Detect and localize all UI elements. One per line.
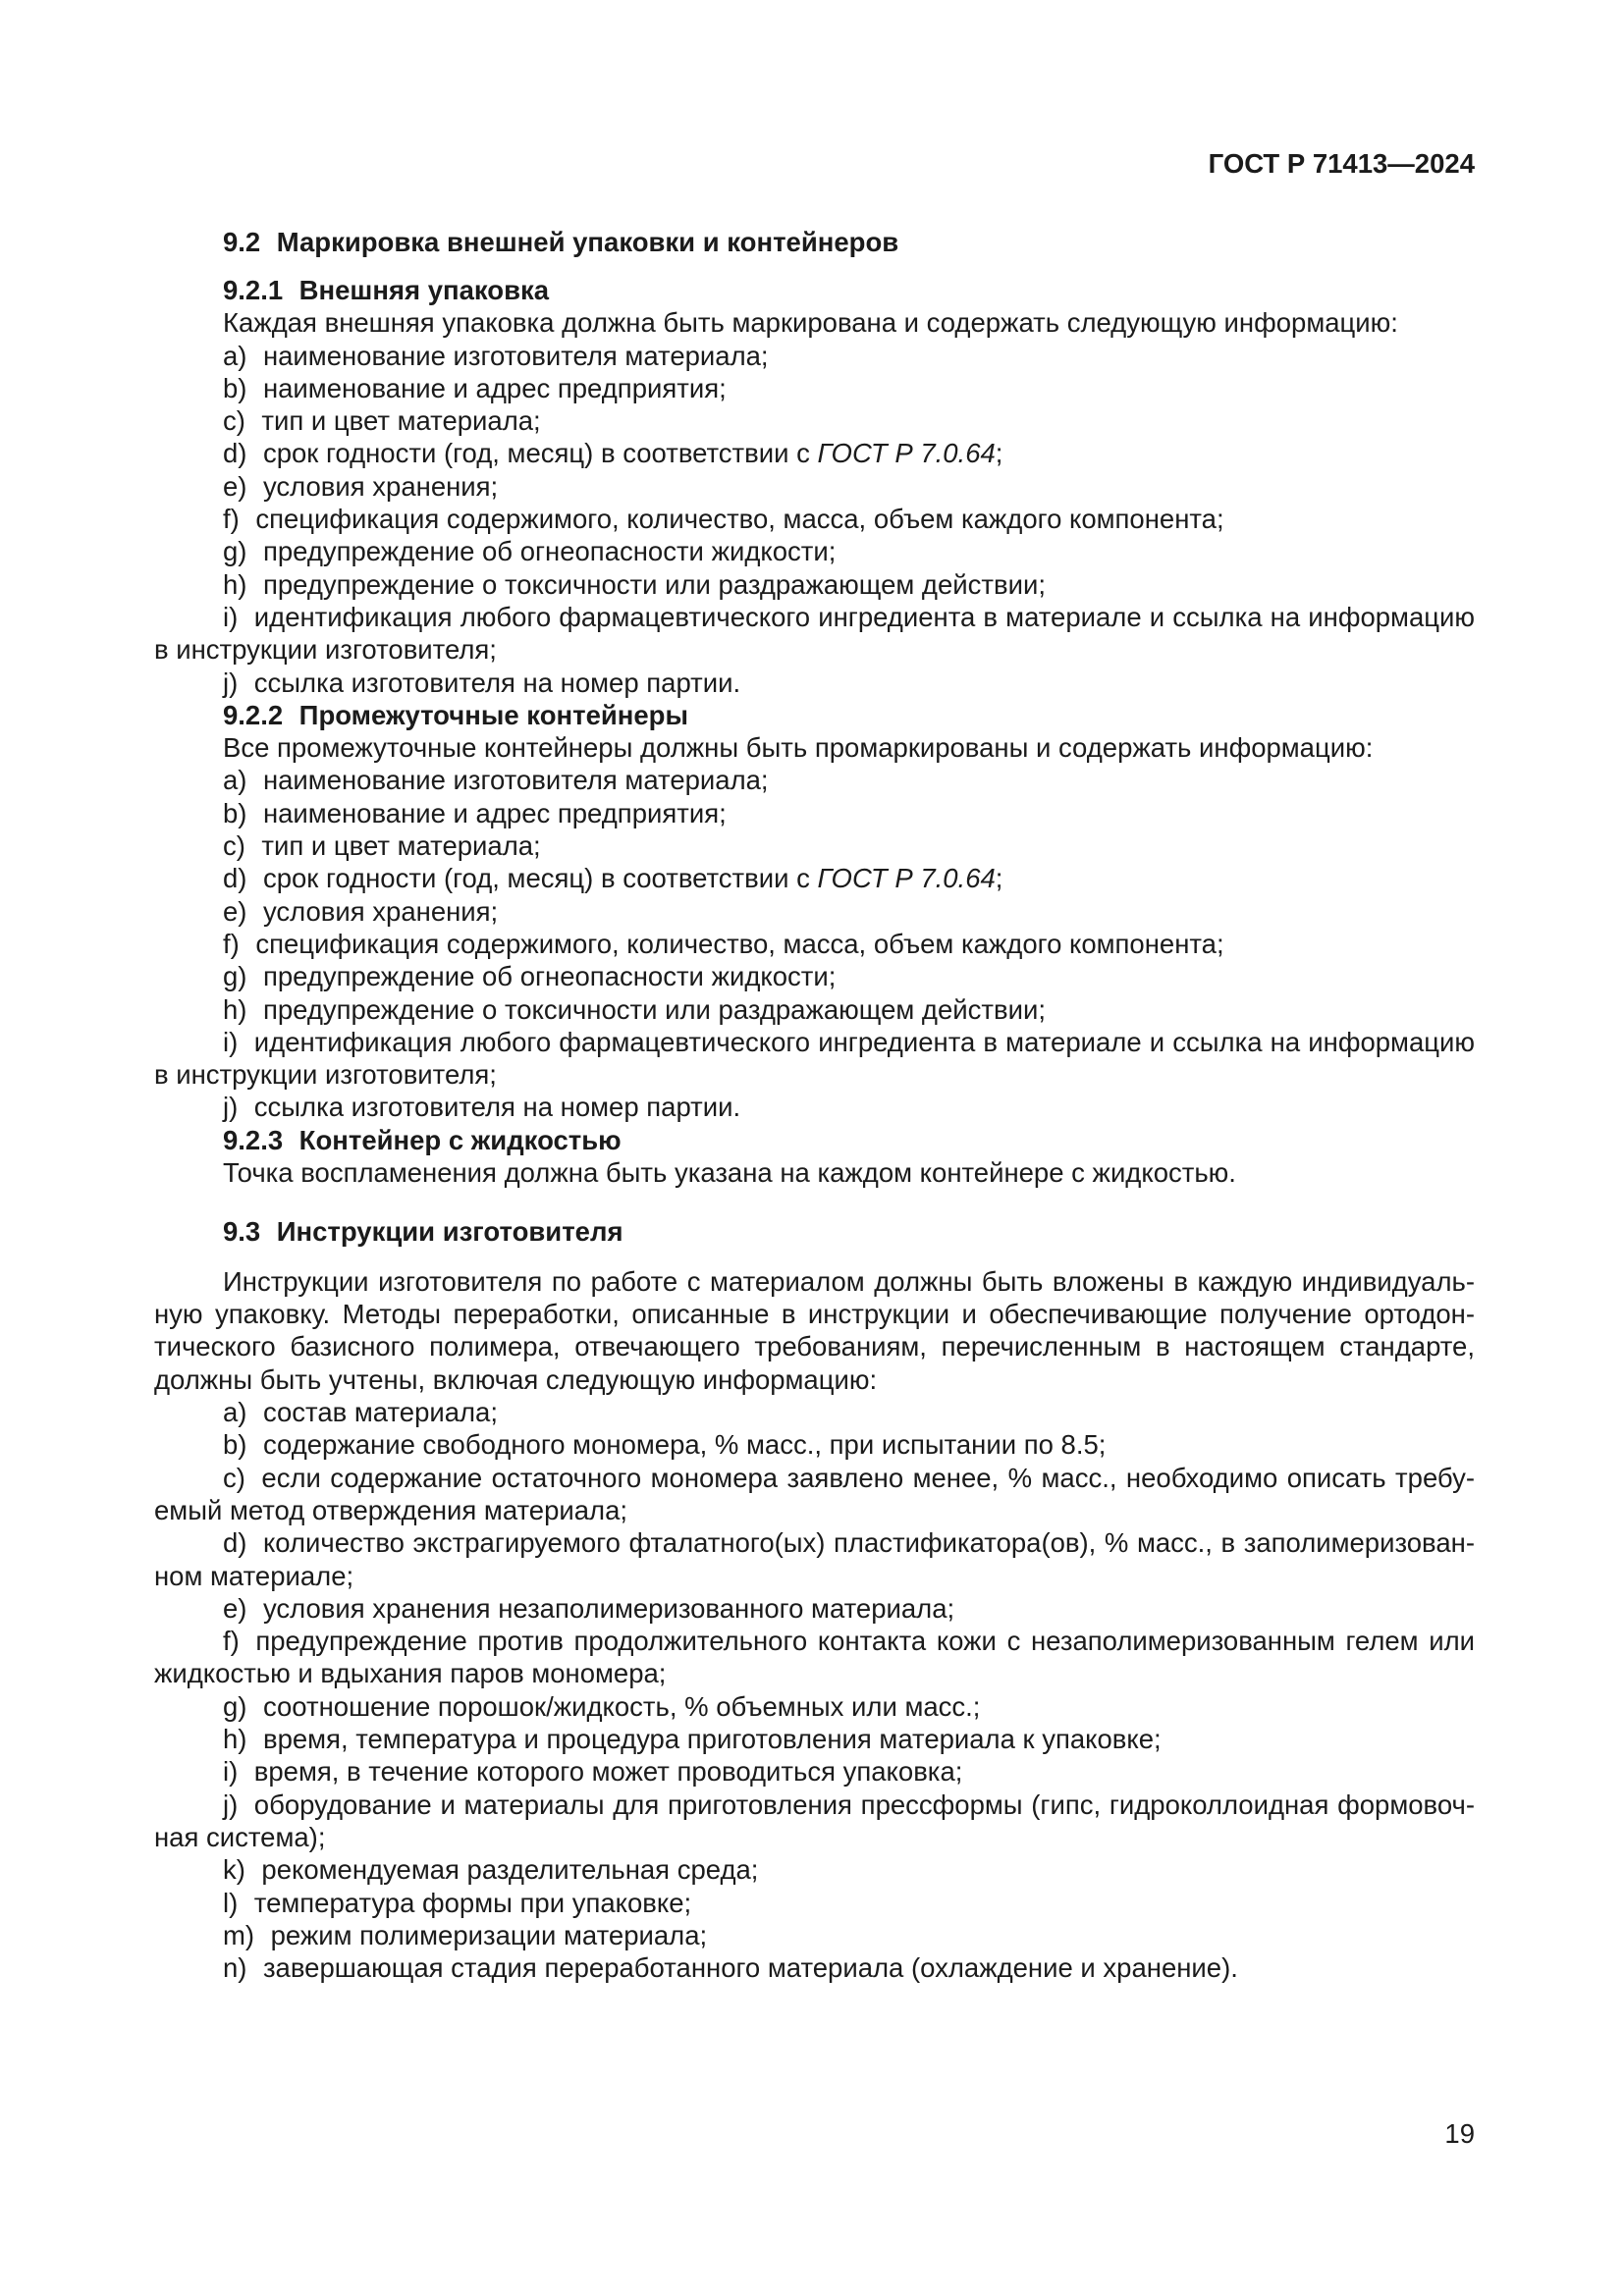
list-item-marker: d) — [223, 1527, 247, 1559]
list-item-marker: f) — [223, 1626, 240, 1657]
subsection-number: 9.2.2 — [223, 699, 284, 730]
list-item — [154, 1690, 1475, 1723]
subsection-heading — [154, 699, 1475, 731]
list-item-text: спецификация содержимого, количество, масса, объем каждого компонента; — [255, 504, 1224, 535]
section-number: 9.2 — [223, 227, 261, 257]
section-title: Маркировка внешней упаковки и контейнеров — [276, 227, 899, 257]
list-item-marker: l) — [223, 1887, 239, 1918]
list-item-text: срок годности (год, месяц) в соответствии с — [262, 863, 810, 894]
subsection-heading — [154, 1124, 1475, 1156]
subsection-title: Внешняя упаковка — [298, 274, 550, 305]
list-item-continuation: в инструкции изготовителя; — [154, 634, 497, 666]
subsection-number: 9.2.3 — [223, 1124, 284, 1155]
list-item-continuation: ном материале; — [154, 1560, 354, 1591]
list-item — [154, 797, 1475, 829]
intro-text: Каждая внешняя упаковка должна быть маркирована и содержать следующую информацию: — [223, 307, 1398, 339]
list-item-text: предупреждение против продолжительного контакта кожи с незаполимеризованным гелем или — [255, 1626, 1475, 1657]
list-item-marker: m) — [223, 1919, 255, 1950]
list-item-text: ссылка изготовителя на номер партии. — [253, 1092, 741, 1123]
list-item-marker: e) — [223, 895, 247, 927]
list-item — [154, 1625, 1475, 1657]
list-item-text: тип и цвет материала; — [261, 830, 541, 862]
list-item — [154, 764, 1475, 796]
standard-reference: ГОСТ Р 7.0.64 — [817, 863, 996, 894]
list-item — [154, 1853, 1475, 1886]
list-item-text: оборудование и материалы для приготовления прессформы (гипс, гидроколлоидная формовоч- — [253, 1789, 1475, 1820]
list-item-marker: g) — [223, 961, 247, 992]
list-item-marker: g) — [223, 536, 247, 567]
list-item — [154, 1396, 1475, 1428]
list-item — [154, 928, 1475, 960]
section-title: Инструкции изготовителя — [276, 1215, 623, 1247]
intro-text: Все промежуточные контейнеры должны быть промаркированы и содержать информацию: — [223, 732, 1374, 764]
list-item-text: состав материала; — [262, 1397, 498, 1428]
list-item — [154, 895, 1475, 928]
page-number: 19 — [1444, 2118, 1475, 2149]
subsection-title: Промежуточные контейнеры — [298, 699, 688, 730]
list-item-text: идентификация любого фармацевтического ингредиента в материале и ссылка на информацию — [253, 1026, 1475, 1057]
section-heading — [154, 226, 1475, 258]
paragraph-line: Инструкции изготовителя по работе с материалом должны быть вложены в каждую индивидуаль- — [223, 1265, 1475, 1297]
list-item — [154, 1592, 1475, 1625]
body-text: Точка воспламенения должна быть указана на каждом контейнере с жидкостью. — [223, 1157, 1236, 1188]
list-item — [154, 1919, 1475, 1951]
list-item-text: время, температура и процедура приготовления материала к упаковке; — [262, 1724, 1162, 1755]
list-item-marker: c) — [223, 830, 245, 862]
list-item — [154, 1462, 1475, 1494]
list-item-text: время, в течение которого может проводиться упаковка; — [253, 1756, 963, 1788]
list-item-marker: a) — [223, 1397, 247, 1428]
list-item-marker: a) — [223, 340, 247, 371]
list-item-marker: n) — [223, 1952, 247, 1984]
list-item — [154, 1526, 1475, 1559]
list-item — [154, 470, 1475, 503]
list-item-marker: i) — [223, 1756, 239, 1788]
list-item-marker: j) — [223, 667, 239, 698]
list-item — [154, 1887, 1475, 1919]
list-item-text: режим полимеризации материала; — [270, 1919, 708, 1950]
list-item — [154, 667, 1475, 699]
list-item-text: температура формы при упаковке; — [253, 1887, 692, 1918]
page-body — [154, 226, 1475, 1984]
list-item-marker: e) — [223, 1592, 247, 1624]
paragraph-line: должны быть учтены, включая следующую информацию: — [154, 1363, 878, 1395]
list-item-continuation: емый метод отверждения материала; — [154, 1494, 628, 1525]
list-item-marker: k) — [223, 1854, 245, 1886]
standard-reference: ГОСТ Р 7.0.64 — [817, 438, 996, 469]
list-item-text: предупреждение о токсичности или раздражающем действии; — [262, 568, 1046, 600]
list-item-text: ссылка изготовителя на номер партии. — [253, 667, 741, 698]
list-item — [154, 1428, 1475, 1461]
list-item-text: рекомендуемая разделительная среда; — [261, 1854, 759, 1886]
list-item — [154, 829, 1475, 862]
list-item — [154, 960, 1475, 992]
list-item-text: завершающая стадия переработанного материала (охлаждение и хранение). — [262, 1952, 1238, 1984]
list-item-text: предупреждение об огнеопасности жидкости; — [262, 961, 837, 992]
list-item-tail: ; — [995, 863, 1003, 894]
list-item — [154, 1723, 1475, 1755]
list-item-marker: i) — [223, 601, 239, 632]
list-item-marker: c) — [223, 405, 245, 437]
section-number: 9.3 — [223, 1215, 261, 1247]
list-item-marker: h) — [223, 1724, 247, 1755]
list-item-text: наименование и адрес предприятия; — [262, 372, 727, 403]
list-item — [154, 601, 1475, 633]
list-item-marker: j) — [223, 1092, 239, 1123]
list-item-text: тип и цвет материала; — [261, 405, 541, 437]
list-item-text: если содержание остаточного мономера заявлено менее, % масс., необходимо описать требу- — [261, 1462, 1475, 1493]
list-item-marker: e) — [223, 470, 247, 502]
list-item-text: условия хранения незаполимеризованного материала; — [262, 1592, 955, 1624]
list-item-marker: g) — [223, 1690, 247, 1722]
list-item-text: предупреждение о токсичности или раздражающем действии; — [262, 993, 1046, 1025]
running-header: ГОСТ Р 71413—2024 — [1208, 148, 1475, 179]
list-item-marker: i) — [223, 1026, 239, 1057]
section-heading — [154, 1215, 1475, 1248]
list-item-marker: j) — [223, 1789, 239, 1820]
list-item-text: наименование изготовителя материала; — [262, 765, 769, 796]
list-item-tail: ; — [995, 438, 1003, 469]
list-item — [154, 1026, 1475, 1058]
list-item — [154, 1091, 1475, 1123]
list-item — [154, 1951, 1475, 1984]
list-item-text: предупреждение об огнеопасности жидкости; — [262, 536, 837, 567]
list-item — [154, 862, 1475, 894]
list-item — [154, 568, 1475, 601]
list-item-text: спецификация содержимого, количество, масса, объем каждого компонента; — [255, 928, 1224, 959]
list-item — [154, 372, 1475, 404]
list-item-text: наименование и адрес предприятия; — [262, 797, 727, 828]
list-item — [154, 437, 1475, 469]
paragraph-line: ную упаковку. Методы переработки, описанные в инструкции и обеспечивающие получение ортодон- — [154, 1299, 1475, 1330]
list-item-text: соотношение порошок/жидкость, % объемных или масс.; — [262, 1690, 981, 1722]
list-item-marker: f) — [223, 504, 240, 535]
list-item-continuation: ная система); — [154, 1821, 326, 1852]
list-item — [154, 340, 1475, 372]
list-item-marker: b) — [223, 1429, 247, 1461]
list-item-marker: d) — [223, 863, 247, 894]
list-item-marker: d) — [223, 438, 247, 469]
subsection-heading — [154, 274, 1475, 306]
list-item — [154, 993, 1475, 1026]
list-item-marker: c) — [223, 1462, 245, 1493]
list-item-text: наименование изготовителя материала; — [262, 340, 769, 371]
list-item-marker: h) — [223, 993, 247, 1025]
list-item — [154, 535, 1475, 567]
list-item-marker: a) — [223, 765, 247, 796]
list-item-text: идентификация любого фармацевтического ингредиента в материале и ссылка на информацию — [253, 601, 1475, 632]
list-item-marker: h) — [223, 568, 247, 600]
subsection-number: 9.2.1 — [223, 274, 284, 305]
list-item-text: количество экстрагируемого фталатного(ых) пластификатора(ов), % масс., в заполимеризован- — [262, 1527, 1475, 1559]
list-item-continuation: в инструкции изготовителя; — [154, 1059, 497, 1091]
list-item-marker: b) — [223, 372, 247, 403]
paragraph-line: тического базисного полимера, отвечающего требованиям, перечисленным в настоящем стандарте, — [154, 1331, 1475, 1362]
list-item-text: срок годности (год, месяц) в соответствии с — [262, 438, 810, 469]
list-item — [154, 404, 1475, 437]
list-item — [154, 1789, 1475, 1821]
list-item — [154, 503, 1475, 535]
list-item-marker: f) — [223, 928, 240, 959]
list-item — [154, 1755, 1475, 1788]
list-item-text: содержание свободного мономера, % масс., при испытании по 8.5; — [262, 1429, 1107, 1461]
list-item-continuation: жидкостью и вдыхания паров мономера; — [154, 1658, 667, 1689]
list-item-text: условия хранения; — [262, 470, 499, 502]
subsection-title: Контейнер с жидкостью — [298, 1124, 622, 1155]
list-item-marker: b) — [223, 797, 247, 828]
list-item-text: условия хранения; — [262, 895, 499, 927]
